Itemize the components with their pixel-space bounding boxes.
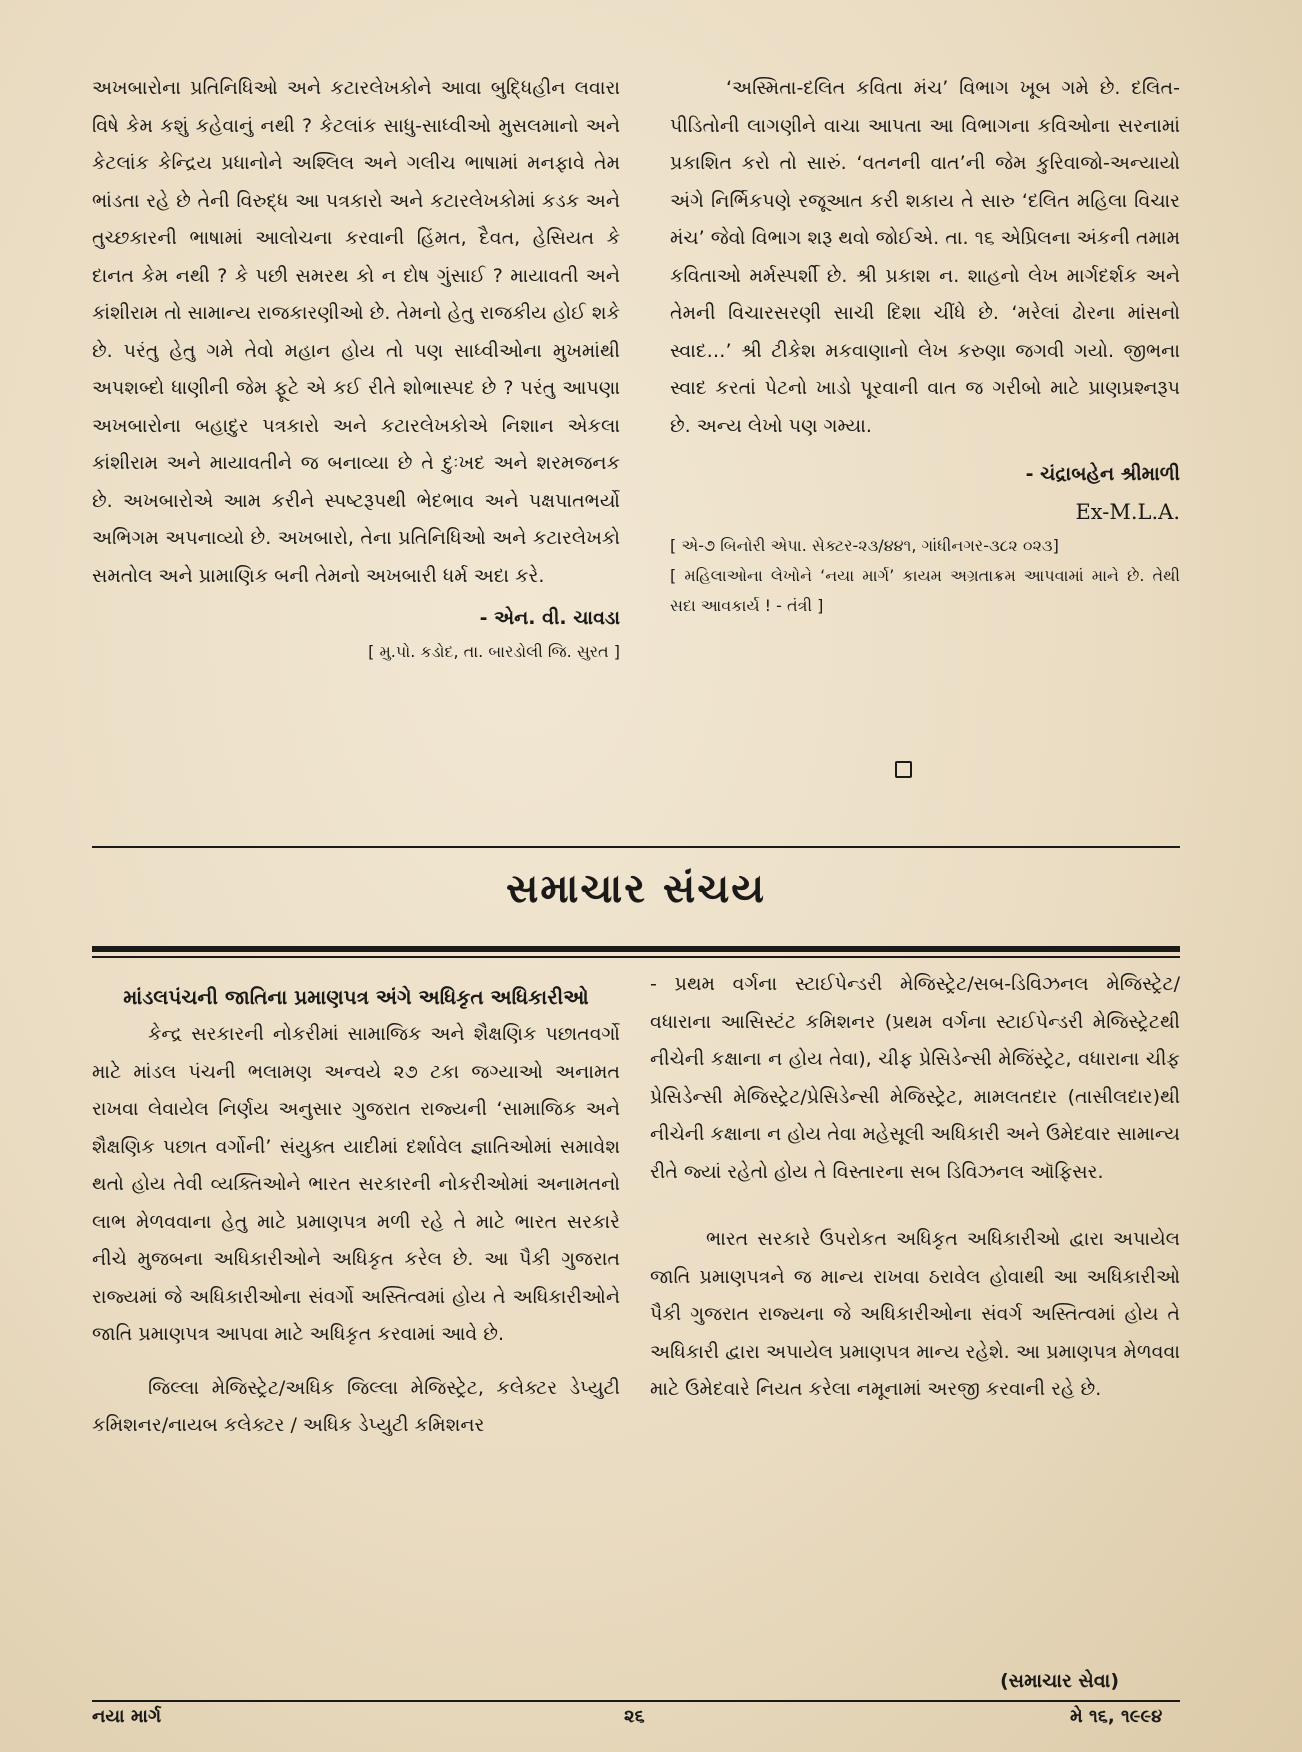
footer-magazine-name: નયા માર્ગ <box>92 1706 162 1727</box>
letter-1 <box>92 70 620 667</box>
letter-2-designation: Ex-M.L.A. <box>1075 500 1180 524</box>
news-paragraph-3: - પ્રથમ વર્ગના સ્ટાઈપેન્ડરી મેજિસ્ટ્રેટ/સબ-ડિવિઝનલ મેજિસ્ટ્રેટ/વધારાના આસિસ્ટંટ કમિશનર (પ્રથમ વર્ગના સ્ટાઈપેન્ડરી મેજિસ્ટ્રેટથી નીચેની કક્ષાના ન હોય તેવા), ચીફ પ્રેસિડેન્સી મેજિંસ્ટ્રેટ, વધારાના ચીફ પ્રેસિડેન્સી મેજિસ્ટ્રેટ/પ્રેસિડેન્સી મેજિસ્ટ્રેટ, મામલતદાર (તાસીલદાર)થી નીચેની કક્ષાના ન હોય તેવા મહેસૂલી અધિકારી અને ઉમેદવાર સામાન્ય રીતે જ્યાં રહેતો હોય તે વિસ્તારના સબ ડિવિઝનલ ઑફિસર. <box>650 973 1180 1183</box>
footer-rule <box>92 1700 1180 1702</box>
section-bottom-rule-thick <box>92 946 1180 952</box>
news-paragraph-1: કેન્દ્ર સરકારની નોકરીમાં સામાજિક અને શૈક્ષણિક પછાતવર્ગો માટે માંડલ પંચની ભલામણ અન્વયે ૨૭ ટકા જગ્યાઓ અનામત રાખવા લેવાયેલ નિર્ણય અનુસાર ગુજરાત રાજ્યની ‘સામાજિક અને શૈક્ષણિક પછાત વર્ગોની’ સંયુક્ત યાદીમાં દર્શાવેલ જ્ઞાતિઓમાં સમાવેશ થતો હોય તેવી વ્યક્તિઓને ભારત સરકારની નોકરીઓમાં અનામતનો લાભ મેળવવાના હેતુ માટે પ્રમાણપત્ર મળી રહે તે માટે ભારત સરકારે નીચે મુજબના અધિકારીઓને અધિકૃત કરેલ છે. આ પૈકી ગુજરાત રાજ્યમાં જે અધિકારીઓના સંવર્ગો અસ્તિત્વમાં હોય તે અધિકારીઓને જાતિ પ્રમાણપત્ર આપવા માટે અધિકૃત કરવામાં આવે છે. <box>92 1023 620 1345</box>
letter-2-body: ‘અસ્મિતા-દલિત કવિતા મંચ’ વિભાગ ખૂબ ગમે છે. દલિત-પીડિતોની લાગણીને વાચા આપતા આ વિભાગના કવિઓના સરનામાં પ્રકાશિત કરો તો સારું. ‘વતનની વાત’ની જેમ કુરિવાજો-અન્યાયો અંગે નિર્ભિકપણે રજૂઆત કરી શકાય તે સારુ ‘દલિત મહિલા વિચાર મંચ’ જેવો વિભાગ શરૂ થવો જોઈએ. તા. ૧૬ એપ્રિલના અંકની તમામ કવિતાઓ મર્મસ્પર્શી છે. શ્રી પ્રકાશ ન. શાહનો લેખ માર્ગદર્શક અને તેમની વિચારસરણી સાચી દિશા ચીંધે છે. ‘મરેલાં ઢોરના માંસનો સ્વાદ…’ શ્રી ટીકેશ મકવાણાનો લેખ કરુણા જગવી ગયો. જીભના સ્વાદ કરતાં પેટનો ખાડો પૂરવાની વાત જ ગરીબો માટે પ્રાણપ્રશ્નરૂપ છે. અન્ય લેખો પણ ગમ્યા. <box>670 77 1180 437</box>
news-left-column <box>92 978 620 1445</box>
news-paragraph-4: ભારત સરકારે ઉપરોકત અધિકૃત અધિકારીઓ દ્વારા અપાયેલ જાતિ પ્રમાણપત્રને જ માન્ય રાખવા ઠરાવેલ હોવાથી આ અધિકારીઓ પૈકી ગુજરાત રાજ્યના જે અધિકારીઓના સંવર્ગ અસ્તિત્વમાં હોય તે અધિકારી દ્વારા અપાયેલ પ્રમાણપત્ર માન્ય રહેશે. આ પ્રમાણપત્ર મેળવવા માટે ઉમેદવારે નિયત કરેલા નમૂનામાં અરજી કરવાની રહે છે. <box>650 1228 1180 1400</box>
letter-1-signature: - એન. વી. ચાવડા <box>479 607 620 629</box>
news-paragraph-2: જિલ્લા મેજિસ્ટ્રેટ/અધિક જિલ્લા મેજિસ્ટ્રેટ, કલેક્ટર ડેપ્યુટી કમિશનર/નાયબ કલેક્ટર / અધિક ડેપ્યુટી કમિશનર <box>92 1376 620 1436</box>
letter-2-signature: - ચંદ્રાબહેન શ્રીમાળી <box>1025 463 1180 485</box>
news-right-column <box>650 966 1180 1409</box>
news-heading: માંડલપંચની જાતિના પ્રમાણપત્ર અંગે અધિકૃત અધિકારીઓ <box>123 985 589 1009</box>
news-source: (સમાચાર સેવા) <box>1000 1670 1120 1692</box>
section-title: સમાચાર સંચય <box>505 866 766 912</box>
footer-page-number: ૨૬ <box>624 1706 645 1727</box>
editor-note: [ મહિલાઓના લેખોને ‘નયા માર્ગ’ કાયમ અગ્રતાક્રમ આપવામાં માને છે. તેથી સદા આવકાર્ય ! - તંત્રી ] <box>670 566 1180 615</box>
letter-2-address: [ એ-૭ બિનોરી એપા. સેક્ટર-૨૩/૪૪૧, ગાંધીનગર-૩૮૨ ૦૨૩] <box>670 536 1059 555</box>
letter-1-body: અખબારોના પ્રતિનિધિઓ અને કટારલેખકોને આવા બુદ્ધિહીન લવારા વિષે કેમ કશું કહેવાનું નથી ? કેટલાંક સાધુ-સાધ્વીઓ મુસલમાનો અને કેટલાંક કેન્દ્રિય પ્રધાનોને અશ્લિલ અને ગલીચ ભાષામાં મનફાવે તેમ ભાંડતા રહે છે તેની વિરુદ્ધ આ પત્રકારો અને કટારલેખકોમાં કડક અને તુચ્છકારની ભાષામાં આલોચના કરવાની હિંમત, દૈવત, હેસિયત કે દાનત કેમ નથી ? કે પછી સમરથ કો ન દોષ ગુંસાઈ ? માયાવતી અને કાંશીરામ તો સામાન્ય રાજકારણીઓ છે. તેમનો હેતુ રાજકીય હોઈ શકે છે. પરંતુ હેતુ ગમે તેવો મહાન હોય તો પણ સાધ્વીઓના મુખમાંથી અપશબ્દો ધાણીની જેમ ફૂટે એ કઈ રીતે શોભાસ્પદ છે ? પરંતુ આપણા અખબારોના બહાદુર પત્રકારો અને કટારલેખકોએ નિશાન એકલા કાંશીરામ અને માયાવતીને જ બનાવ્યા છે તે દુઃખદ અને શરમજનક છે. અખબારોએ આમ કરીને સ્પષ્ટરૂપથી ભેદભાવ અને પક્ષપાતભર્યો અભિગમ અપનાવ્યો છે. અખબારો, તેના પ્રતિનિધિઓ અને કટારલેખકો સમતોલ અને પ્રામાણિક બની તેમનો અખબારી ધર્મ અદા કરે. <box>92 77 620 587</box>
letter-1-address: [ મુ.પો. કડોદ, તા. બારડોલી જિ. સુરત ] <box>368 642 620 661</box>
letter-2 <box>670 70 1180 621</box>
end-mark-square <box>895 761 912 778</box>
footer-date: મે ૧૬, ૧૯૯૪ <box>1070 1706 1163 1727</box>
section-top-rule <box>92 846 1180 848</box>
section-bottom-rule-thin <box>92 956 1180 958</box>
